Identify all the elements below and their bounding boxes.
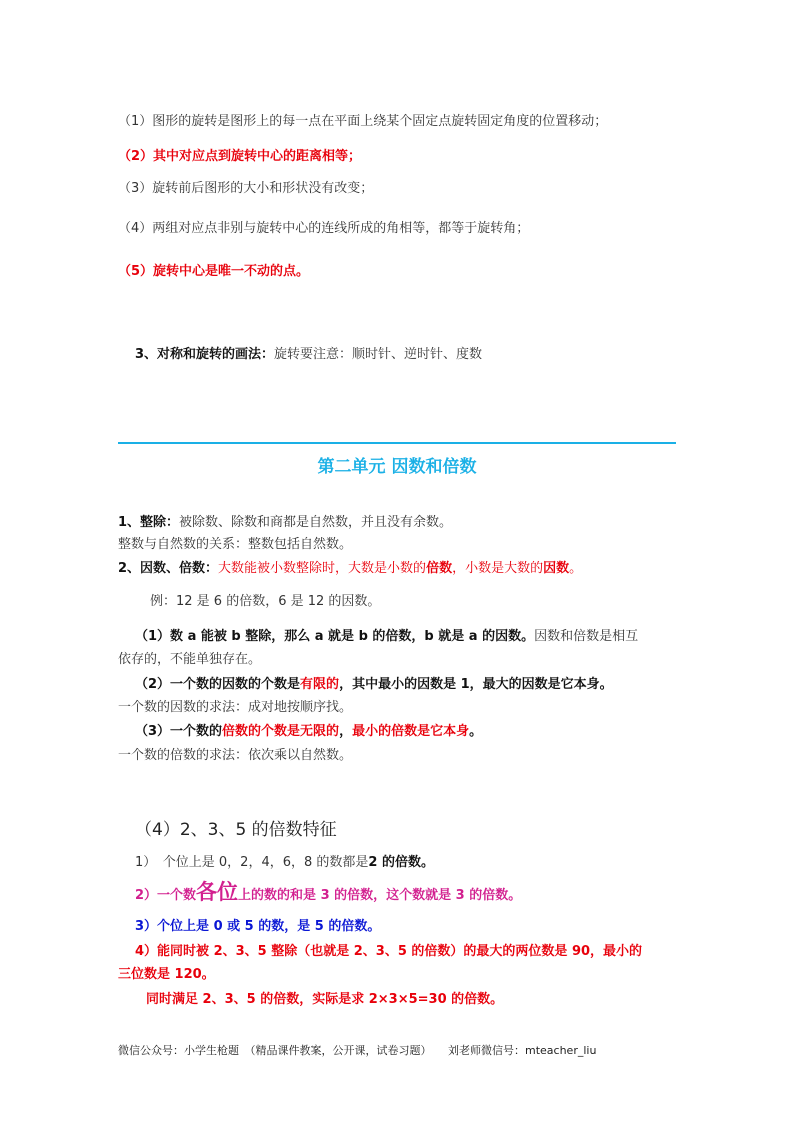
- rule-3-part-b: ，: [339, 724, 353, 739]
- drawing-method-label: 3、对称和旋转的画法：: [135, 347, 275, 362]
- rule-3-line: [135, 720, 482, 739]
- rule-3-smallest: 最小的倍数是它本身: [352, 724, 470, 739]
- divisibility-label: 1、整除：: [118, 515, 180, 530]
- feature-2-part-b: 上的数的和是 3 的倍数，这个数就是 3 的倍数。: [238, 888, 522, 903]
- rule-3-part-a: （3）一个数的: [135, 724, 223, 739]
- feature-4-line-2: 三位数是 120。: [118, 967, 215, 982]
- factor-multiple-label: 2、因数、倍数：: [118, 561, 219, 576]
- feature-3-line: 3）个位上是 0 或 5 的数，是 5 的倍数。: [135, 919, 381, 934]
- feature-2-part-a: 2）一个数: [135, 888, 197, 903]
- integer-relation-line: 整数与自然数的关系：整数包括自然数。: [118, 537, 353, 552]
- divisibility-line: [118, 511, 452, 530]
- rule-1-line: [135, 625, 638, 644]
- factor-multiple-def-2: ，小数是大数的: [452, 561, 544, 576]
- feature-4-line-1: 4）能同时被 2、3、5 整除（也就是 2、3、5 的倍数）的最大的两位数是 90，最小的: [135, 944, 643, 959]
- multiple-term: 倍数: [426, 561, 453, 576]
- example-line: 例：12 是 6 的倍数，6 是 12 的因数。: [150, 594, 381, 609]
- rule-2-part-b: ，其中最小的因数是 1，最大的因数是它本身。: [339, 677, 613, 692]
- rotation-item-2: （2）其中对应点到旋转中心的距离相等；: [118, 149, 362, 164]
- rule-3-infinite: 倍数的个数是无限的: [222, 724, 340, 739]
- drawing-method-line: [135, 343, 482, 362]
- factor-multiple-def-1: 大数能被小数整除时，大数是小数的: [218, 561, 427, 576]
- rule-1-bold: （1）数 a 能被 b 整除，那么 a 就是 b 的倍数，b 就是 a 的因数。: [135, 629, 535, 644]
- factor-method-line: 一个数的因数的求法：成对地按顺序找。: [118, 700, 353, 715]
- rule-2-line: [135, 673, 613, 692]
- feature-1-bold: 2 的倍数。: [368, 855, 434, 870]
- rule-2-part-a: （2）一个数的因数的个数是: [135, 677, 301, 692]
- feature-2-line: [135, 876, 521, 906]
- rule-1-continuation: 依存的，不能单独存在。: [118, 652, 262, 667]
- title-divider: [118, 442, 676, 444]
- drawing-method-text: 旋转要注意：顺时针、逆时针、度数: [274, 347, 483, 362]
- rotation-item-4: （4）两组对应点非别与旋转中心的连线所成的角相等，都等于旋转角；: [118, 221, 530, 236]
- rotation-item-5: （5）旋转中心是唯一不动的点。: [118, 264, 310, 279]
- footer-note: 微信公众号：小学生枪题 （精品课件教案，公开课，试卷习题） 刘老师微信号：mteacher_liu: [118, 1044, 597, 1057]
- rule-3-part-c: 。: [469, 724, 483, 739]
- divisibility-text: 被除数、除数和商都是自然数，并且没有余数。: [179, 515, 453, 530]
- feature-1-line: [135, 851, 434, 870]
- feature-2-big: 各位: [196, 880, 239, 904]
- rule-1-text: 因数和倍数是相互: [534, 629, 639, 644]
- factor-multiple-line: [118, 557, 582, 576]
- feature-5-line: 同时满足 2、3、5 的倍数，实际是求 2×3×5=30 的倍数。: [146, 992, 504, 1007]
- factor-term: 因数: [543, 561, 570, 576]
- unit-title: 第二单元 因数和倍数: [317, 457, 477, 477]
- rotation-item-1: （1）图形的旋转是图形上的每一点在平面上绕某个固定点旋转固定角度的位置移动；: [118, 114, 608, 129]
- rule-2-finite: 有限的: [300, 677, 340, 692]
- rotation-item-3: （3）旋转前后图形的大小和形状没有改变；: [118, 181, 374, 196]
- factor-multiple-end: 。: [569, 561, 583, 576]
- multiple-method-line: 一个数的倍数的求法：依次乘以自然数。: [118, 748, 353, 763]
- multiples-heading: （4）2、3、5 的倍数特征: [135, 820, 337, 840]
- feature-1-text: 1） 个位上是 0，2，4，6，8 的数都是: [135, 855, 369, 870]
